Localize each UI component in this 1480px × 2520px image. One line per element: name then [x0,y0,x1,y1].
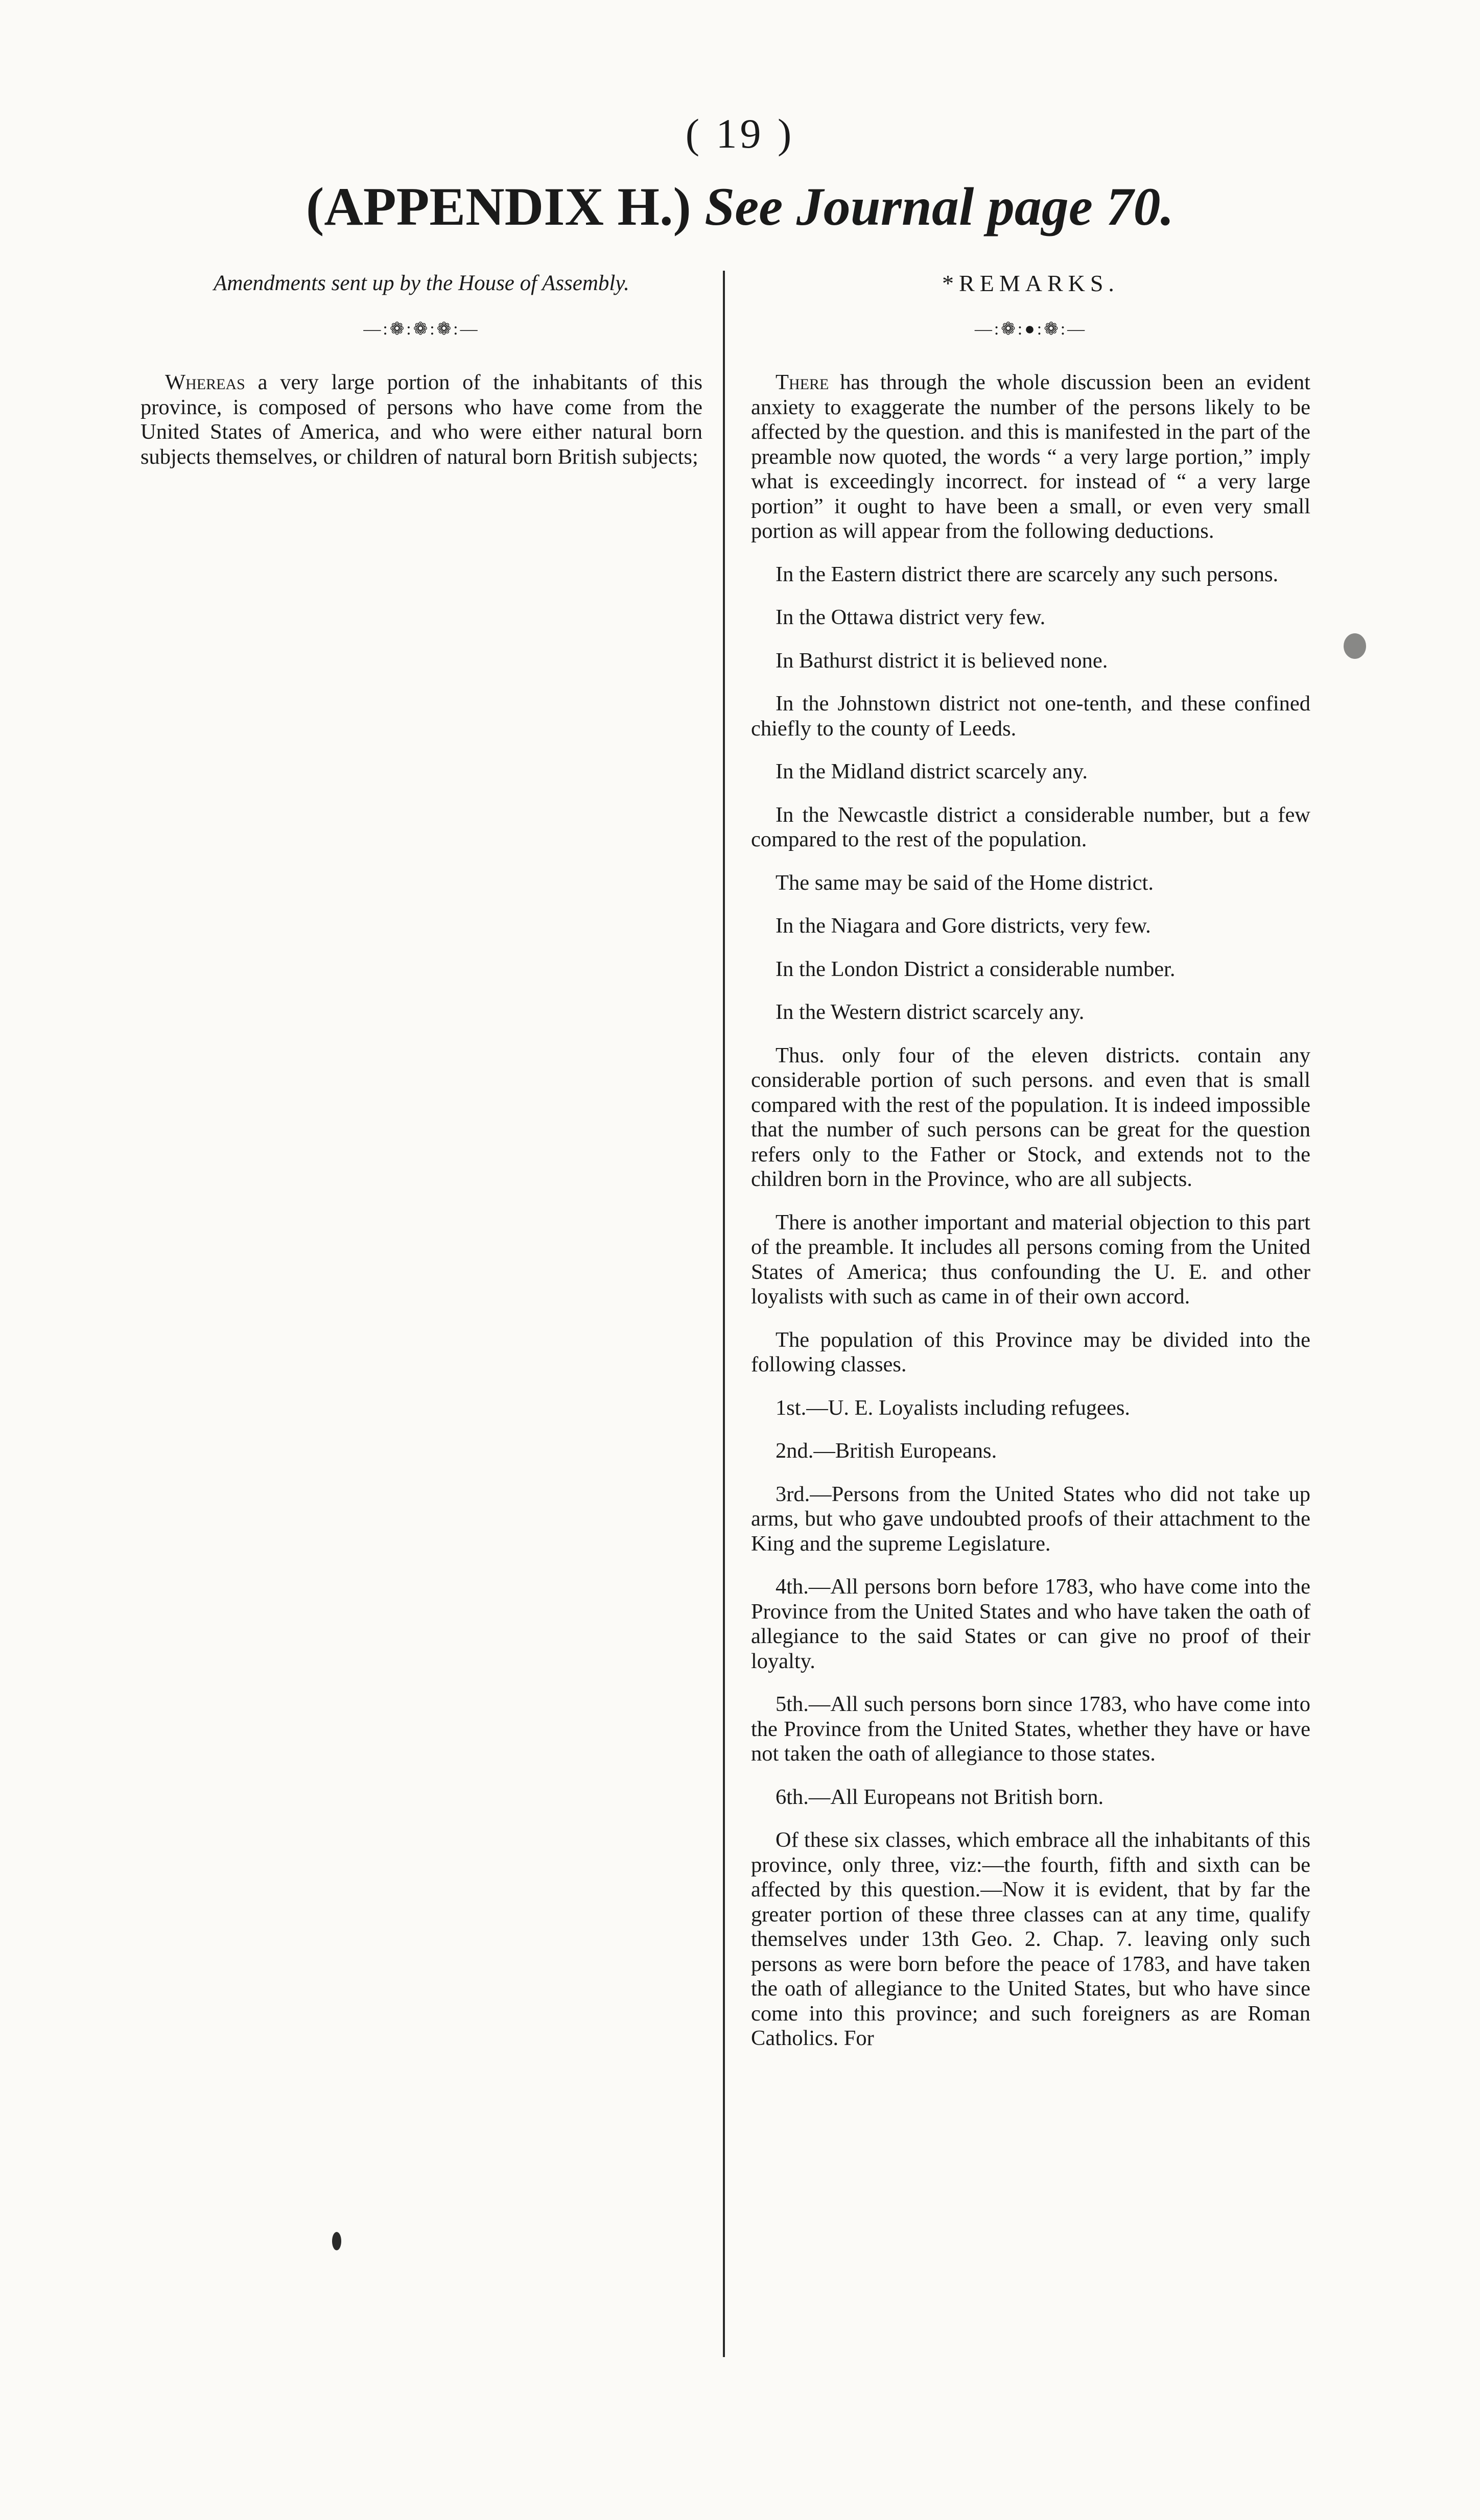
class-item: 6th.—All Europeans not British born. [776,1785,1104,1809]
paragraph-lead-word: There [776,370,829,394]
remarks-paragraph: In the Ottawa district very few. [776,605,1046,629]
right-column-remarks [751,268,1310,2070]
column-divider [723,271,725,2357]
remarks-paragraph: There is another important and material objection to this part of the preamble. It includes all persons coming from the United States of America; thus confounding the U. E. and other loyalists with such as came in of their own accord. [751,1210,1310,1309]
class-item: 5th.—All such persons born since 1783, who have come into the Province from the United States, whether they have or have not taken the oath of allegiance to those states. [751,1692,1310,1766]
remarks-paragraph: In the Niagara and Gore districts, very few. [776,914,1151,938]
remarks-paragraph: In the Eastern district there are scarcely any such persons. [776,562,1279,586]
class-item: 2nd.—British Europeans. [776,1439,997,1463]
whereas-paragraph [140,370,702,469]
remarks-paragraph: In the Midland district scarcely any. [776,759,1088,783]
remarks-paragraph: Of these six classes, which embrace all the inhabitants of this province, only three, viz:—the fourth, fifth and sixth can be affected by this question.—Now it is evident, that by far the greater portion of these three classes can at any time, qualify themselves under 13th Geo. 2. Chap. 7. leaving only such persons as were born before the peace of 1783, and have taken the oath of allegiance to the United States, but who have since come into this province; and such foreigners as are Roman Catholics. For [751,1828,1310,2050]
remarks-title: *REMARKS. [942,270,1119,296]
paragraph-text: a very large portion of the inhabitants of this province, is composed of persons who have come from the United States of America, and who were either natural born subjects themselves, or children of natural born British subjects; [140,370,702,469]
bleed-through-mark [1344,633,1366,659]
remarks-paragraph: The same may be said of the Home district. [776,870,1154,895]
amendments-title: Amendments sent up by the House of Assembly. [214,271,629,295]
remarks-paragraph: The population of this Province may be divided into the following classes. [751,1327,1310,1376]
class-item: 3rd.—Persons from the United States who did not take up arms, but who gave undoubted proofs of their attachment to the King and the supreme Legislature. [751,1482,1310,1556]
ornament-divider: —:❁:❁:❁:— [363,320,480,339]
class-item: 4th.—All persons born before 1783, who have come into the Province from the United States and who have taken the oath of allegiance to the said States or can give no proof of their loyalty. [751,1575,1310,1673]
remarks-paragraph: Thus. only four of the eleven districts. contain any considerable portion of such persons. and even that is small compared with the rest of the population. It is indeed impossible that the number of such persons can be great for the question refers only to the Father or Stock, and extends not to the children born in the Province, who are all subjects. [751,1043,1310,1191]
remarks-paragraph: In the Western district scarcely any. [776,1000,1085,1024]
left-column-amendments [140,268,702,488]
class-item: 1st.—U. E. Loyalists including refugees. [776,1395,1131,1420]
remarks-paragraph-intro [751,370,1310,544]
journal-reference: See Journal page 70. [704,177,1174,236]
remarks-paragraph: In the Newcastle district a considerable number, but a few compared to the rest of the population. [751,802,1310,851]
ink-blot [332,2232,341,2250]
page-number: ( 19 ) [685,110,795,157]
remarks-paragraph: In Bathurst district it is believed none. [776,648,1108,673]
appendix-heading [0,176,1480,237]
remarks-paragraph: In the Johnstown district not one-tenth, and these confined chiefly to the county of Leeds. [751,692,1310,741]
paragraph-text: has through the whole discussion been an evident anxiety to exaggerate the number of the persons likely to be affected by the question. and this is manifested in the part of the preamble now quoted, the words “ a very large portion,” imply what is exceedingly incorrect. for instead of “ a very large portion” it ought to have been a small, or even very small portion as will appear from the following deductions. [751,370,1310,543]
remarks-paragraph: In the London District a considerable number. [776,957,1176,981]
ornament-divider: —:❁:●:❁:— [974,320,1087,339]
paragraph-lead-word: Whereas [165,370,245,394]
appendix-title: (APPENDIX H.) [306,177,691,236]
